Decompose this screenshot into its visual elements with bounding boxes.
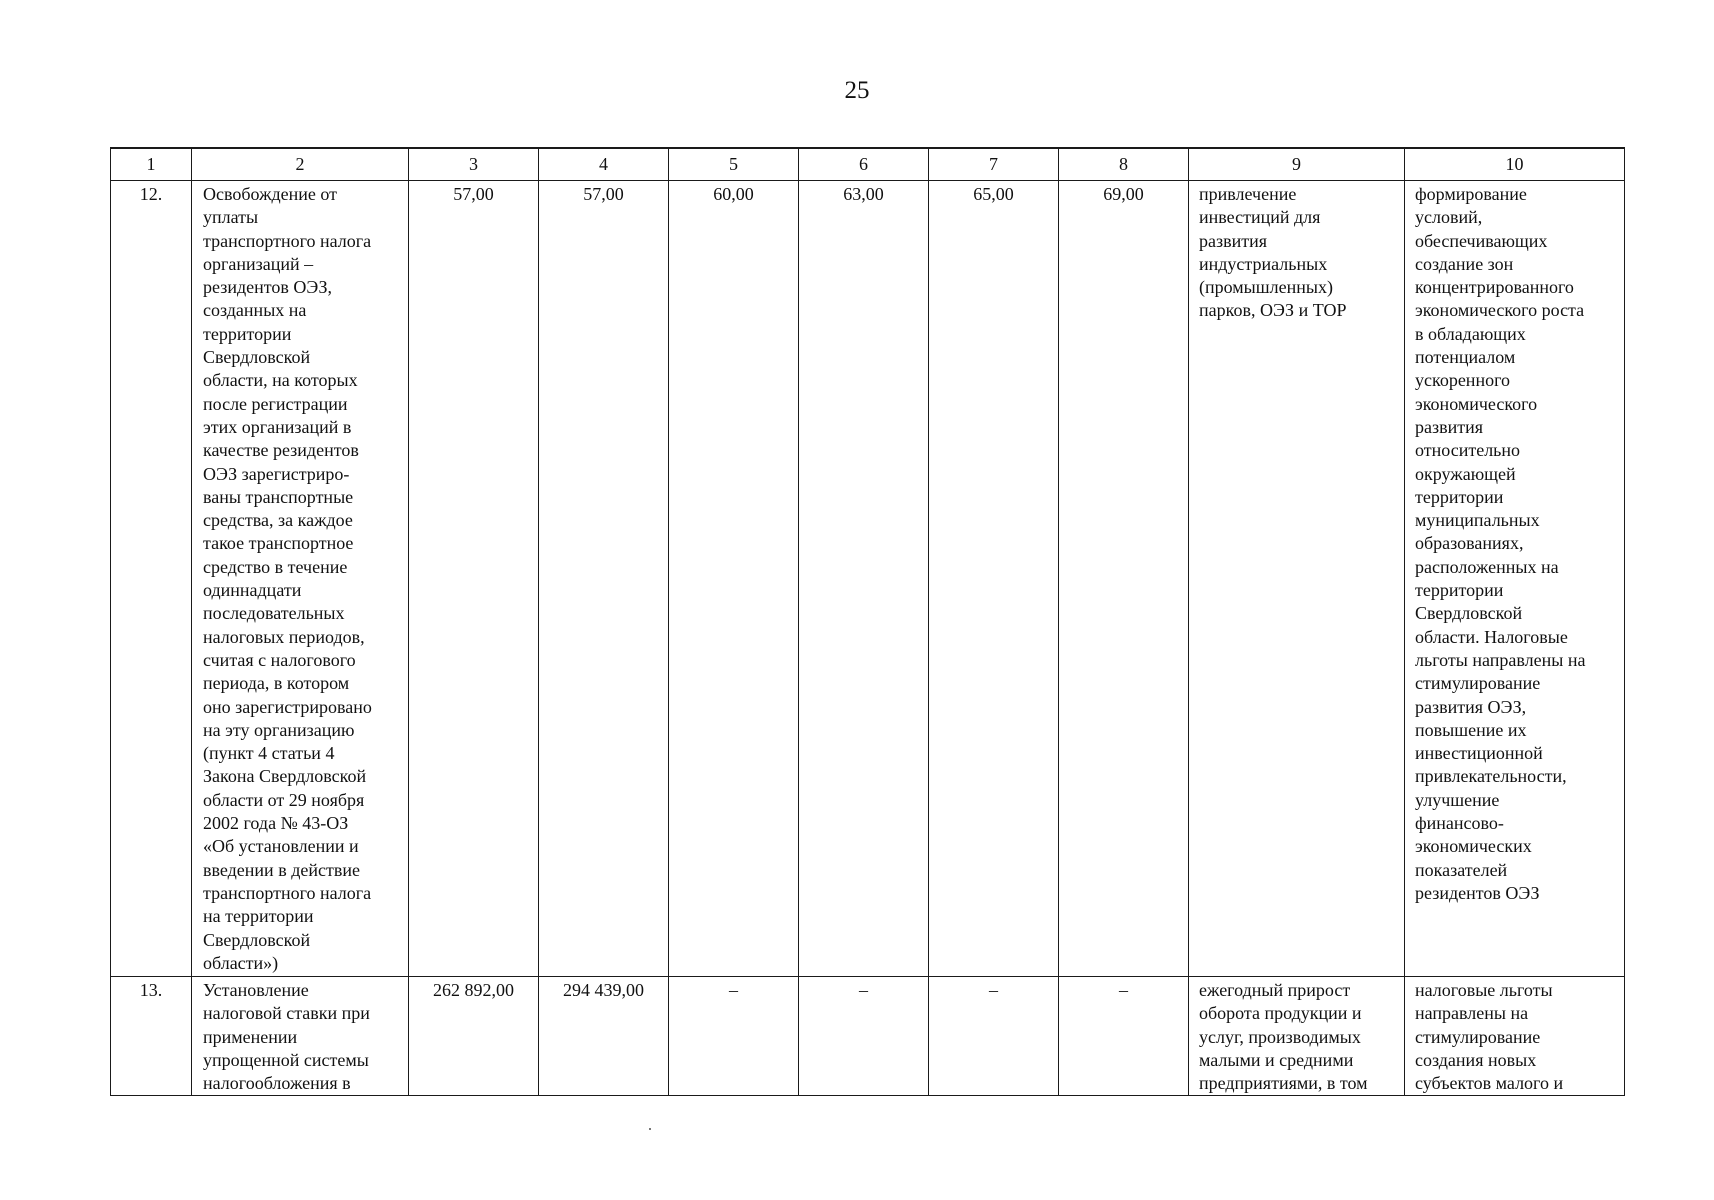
value-text: 57,00 [453, 184, 494, 204]
table-row [111, 181, 1625, 977]
value-text: 69,00 [1103, 184, 1144, 204]
value-cell [669, 181, 799, 977]
column-number-row [111, 148, 1625, 181]
value-text: 262 892,00 [433, 980, 514, 1000]
row-number [111, 181, 192, 977]
value-cell [799, 181, 929, 977]
value-cell [539, 977, 669, 1096]
benefit-description [192, 977, 409, 1096]
benefit-description [192, 181, 409, 977]
table-row [111, 977, 1625, 1096]
value-text: 65,00 [973, 184, 1014, 204]
row-number [111, 977, 192, 1096]
value-text: 60,00 [713, 184, 754, 204]
scan-artifact [649, 1128, 651, 1130]
goal-cell [1189, 181, 1405, 977]
rationale-cell [1405, 181, 1625, 977]
row-number-text: 12. [139, 184, 163, 204]
benefit-description-text: Освобождение от уплаты транспортного налога организаций – резидентов ОЭЗ, созданных на территории Свердловской области, на которых после регистрации этих организаций в качестве резидентов ОЭЗ зарегистриро- ваны транспортные средства, за каждое такое транспортное средство в течение одиннадцати последовательных налоговых периодов, считая с налогового периода, в котором оно зарегистрировано на эту организацию (пункт 4 статьи 4 Закона Свердловской области от 29 ноября 2002 года № 43-ОЗ «Об установлении и введении в действие транспортного налога на территории Свердловской области») [203, 184, 372, 973]
goal-text: привлечение инвестиций для развития индустриальных (промышленных) парков, ОЭЗ и ТОР [1199, 184, 1347, 321]
value-text: – [859, 980, 868, 1000]
value-cell [409, 977, 539, 1096]
value-text: – [989, 980, 998, 1000]
rationale-text: формирование условий, обеспечивающих создание зон концентрированного экономического роста в обладающих потенциалом ускоренного экономического развития относительно окружающей территории муниципальных образованиях, расположенных на территории Свердловской области. Налоговые льготы направлены на стимулирование развития ОЭЗ, повышение их инвестиционной привлекательности, улучшение финансово- экономических показателей резидентов ОЭЗ [1415, 184, 1586, 903]
column-header: 9 [1189, 148, 1405, 181]
column-header: 1 [111, 148, 192, 181]
value-cell [799, 977, 929, 1096]
column-header: 7 [929, 148, 1059, 181]
value-cell [1059, 977, 1189, 1096]
column-header: 6 [799, 148, 929, 181]
goal-text: ежегодный прирост оборота продукции и услуг, производимых малыми и средними предприятиями, в том [1199, 980, 1368, 1094]
value-cell [409, 181, 539, 977]
value-text: 294 439,00 [563, 980, 644, 1000]
column-header: 10 [1405, 148, 1625, 181]
benefit-description-text: Установление налоговой ставки при применении упрощенной системы налогообложения в [203, 980, 370, 1094]
value-cell [669, 977, 799, 1096]
tax-benefits-table [110, 147, 1625, 1096]
column-header: 4 [539, 148, 669, 181]
column-header: 2 [192, 148, 409, 181]
value-text: 57,00 [583, 184, 624, 204]
rationale-cell [1405, 977, 1625, 1096]
page-number: 25 [844, 77, 870, 104]
value-text: 63,00 [843, 184, 884, 204]
value-cell [539, 181, 669, 977]
column-header: 5 [669, 148, 799, 181]
value-cell [1059, 181, 1189, 977]
column-header: 8 [1059, 148, 1189, 181]
rationale-text: налоговые льготы направлены на стимулирование создания новых субъектов малого и [1415, 980, 1564, 1094]
row-number-text: 13. [139, 980, 163, 1000]
column-header: 3 [409, 148, 539, 181]
value-cell [929, 977, 1059, 1096]
value-cell [929, 181, 1059, 977]
value-text: – [729, 980, 738, 1000]
goal-cell [1189, 977, 1405, 1096]
value-text: – [1119, 980, 1128, 1000]
